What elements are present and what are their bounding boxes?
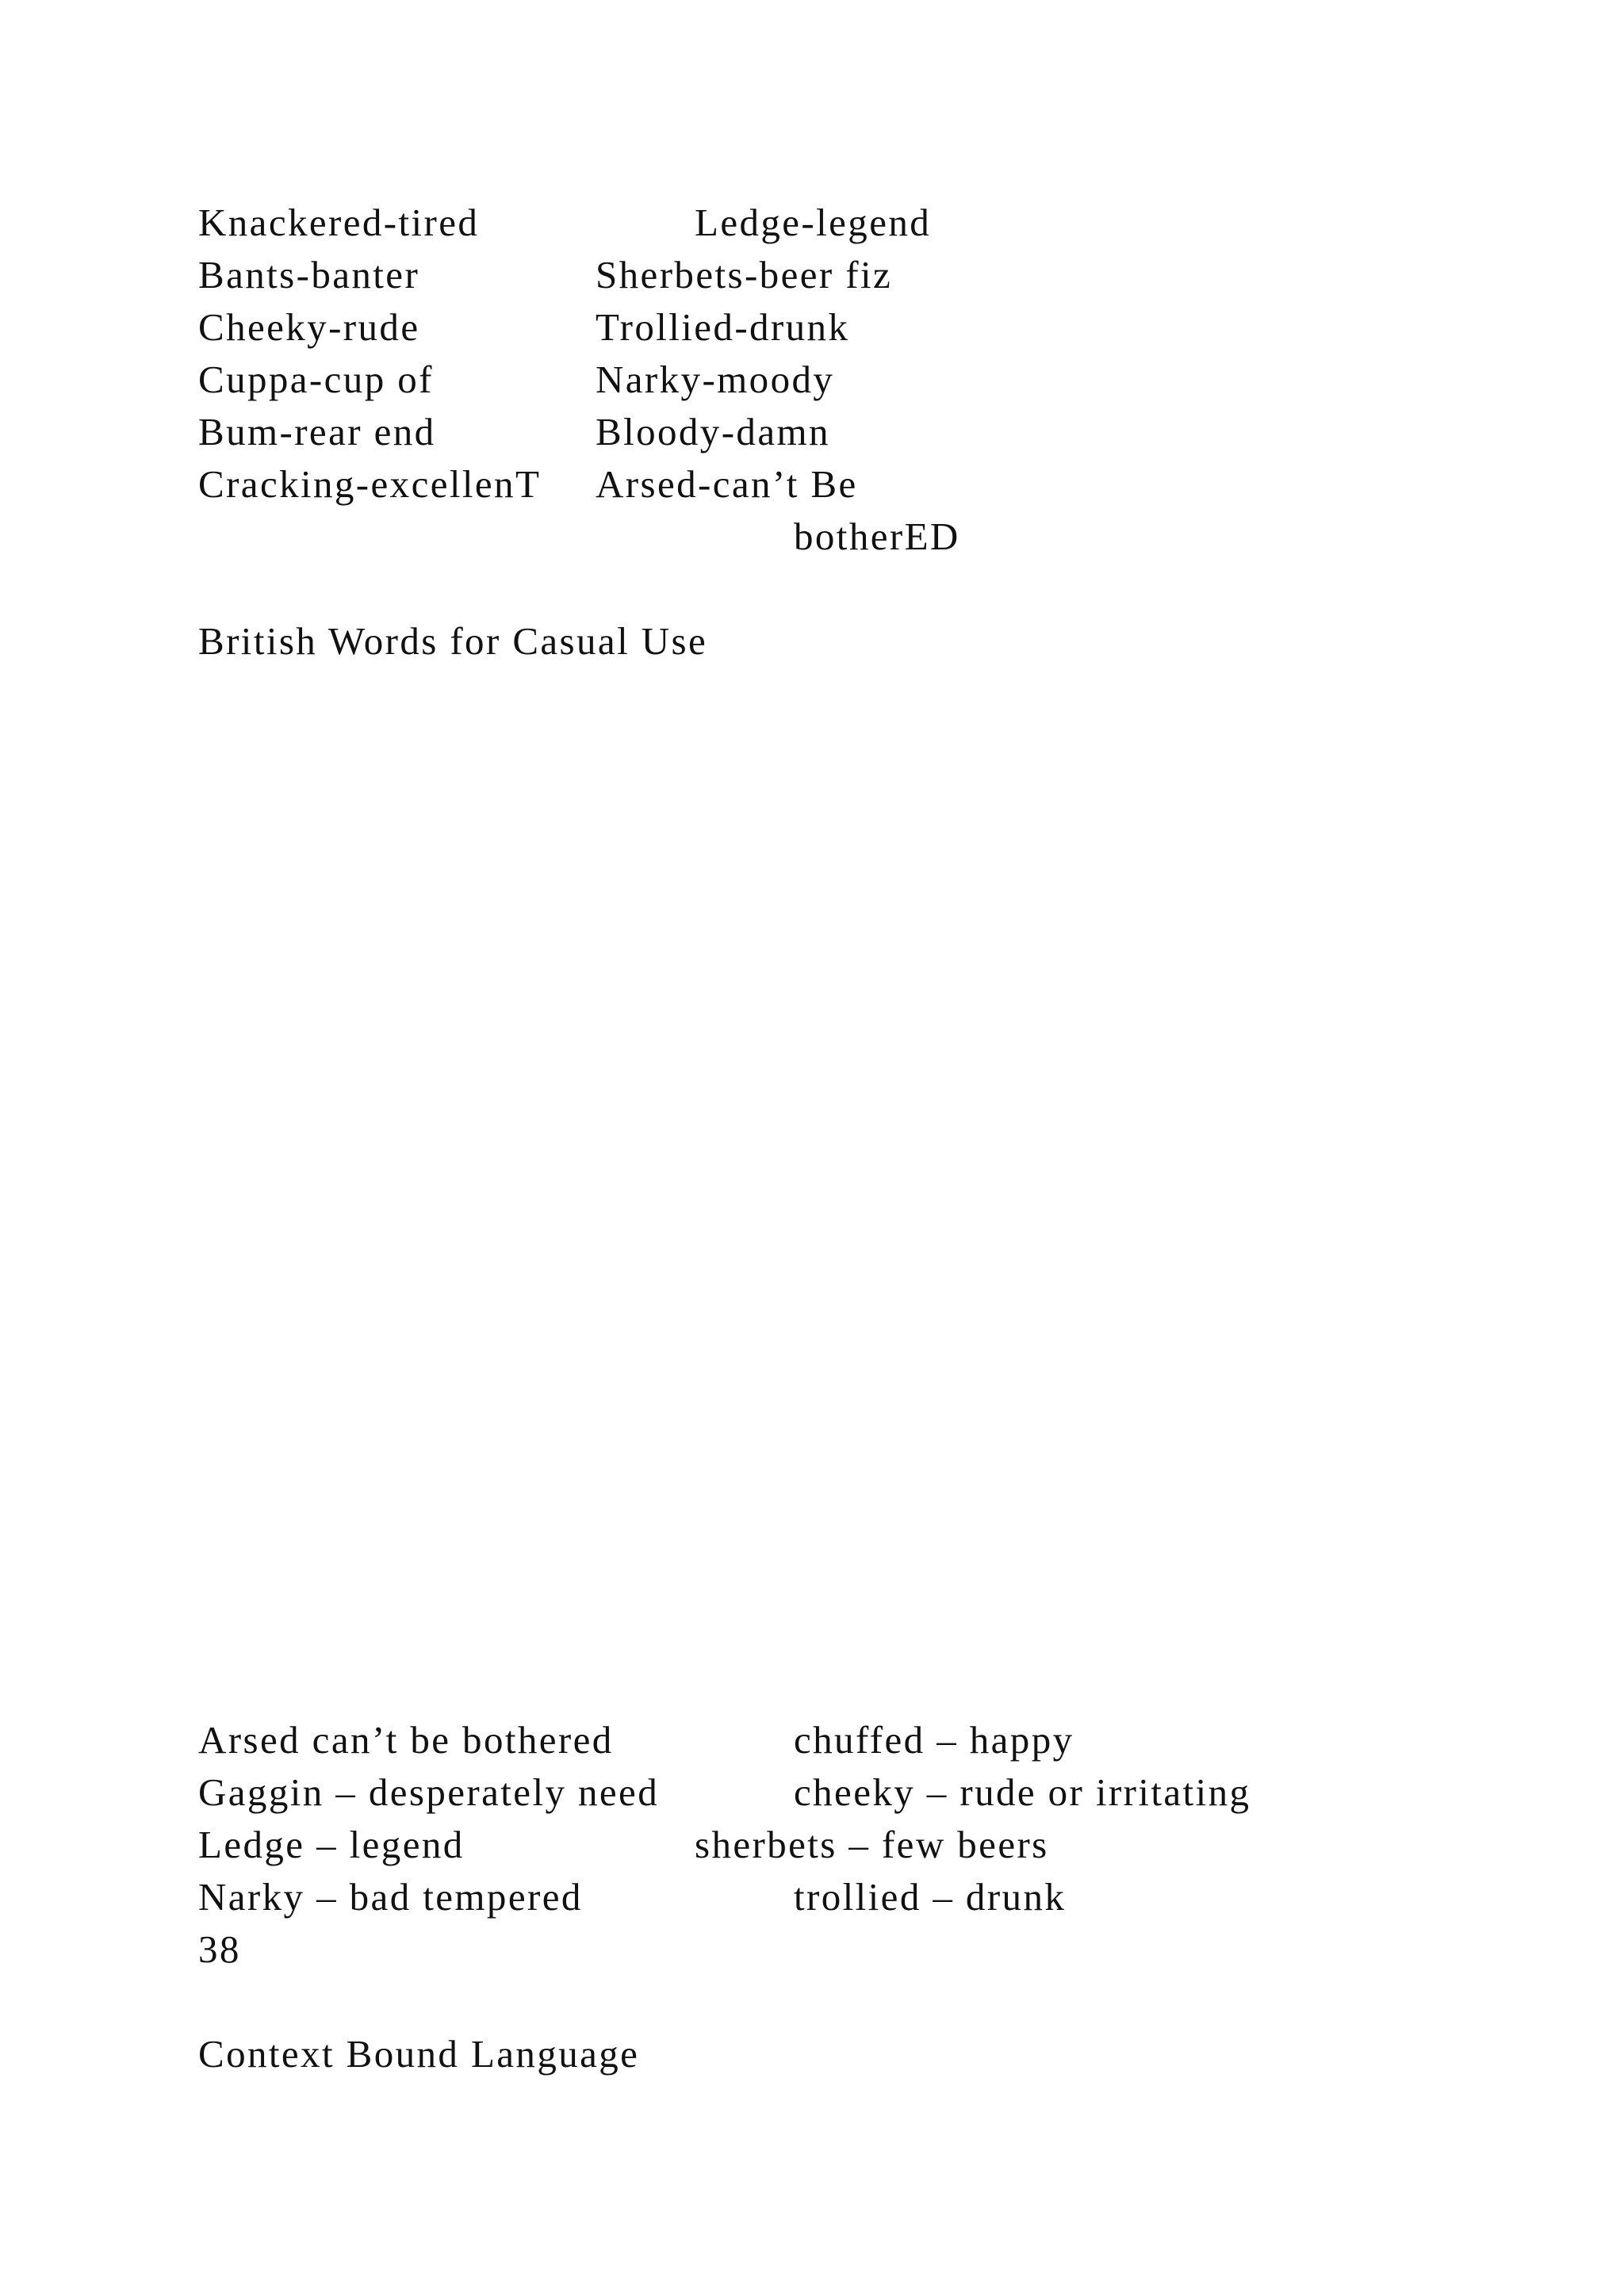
definition-right-2: cheeky – rude or irritating [794,1770,1251,1814]
page-number: 38 [198,1927,241,1971]
slang-right-6: Arsed-can’t Be [596,462,858,506]
slang-left-1: Knackered-tired [198,201,480,244]
slang-right-4: Narky-moody [596,358,835,401]
slang-right-overflow: botherED [794,515,960,558]
slang-right-5: Bloody-damn [596,410,830,453]
definition-right-3: sherbets – few beers [695,1823,1049,1866]
definition-right-1: chuffed – happy [794,1718,1074,1762]
slang-right-2: Sherbets-beer fiz [596,253,893,297]
heading-context-bound: Context Bound Language [198,2032,640,2076]
slang-left-5: Bum-rear end [198,410,436,453]
definition-right-4: trollied – drunk [794,1875,1067,1919]
slang-left-4: Cuppa-cup of [198,358,434,401]
heading-british-words: British Words for Casual Use [198,619,708,663]
slang-right-1: Ledge-legend [695,201,932,244]
slang-right-3: Trollied-drunk [596,305,850,349]
definition-left-3: Ledge – legend [198,1823,465,1866]
slang-left-6: Cracking-excellenT [198,462,542,506]
definition-left-4: Narky – bad tempered [198,1875,583,1919]
slang-left-2: Bants-banter [198,253,420,297]
definition-left-2: Gaggin – desperately need [198,1770,660,1814]
definition-left-1: Arsed can’t be bothered [198,1718,614,1762]
slang-left-3: Cheeky-rude [198,305,420,349]
